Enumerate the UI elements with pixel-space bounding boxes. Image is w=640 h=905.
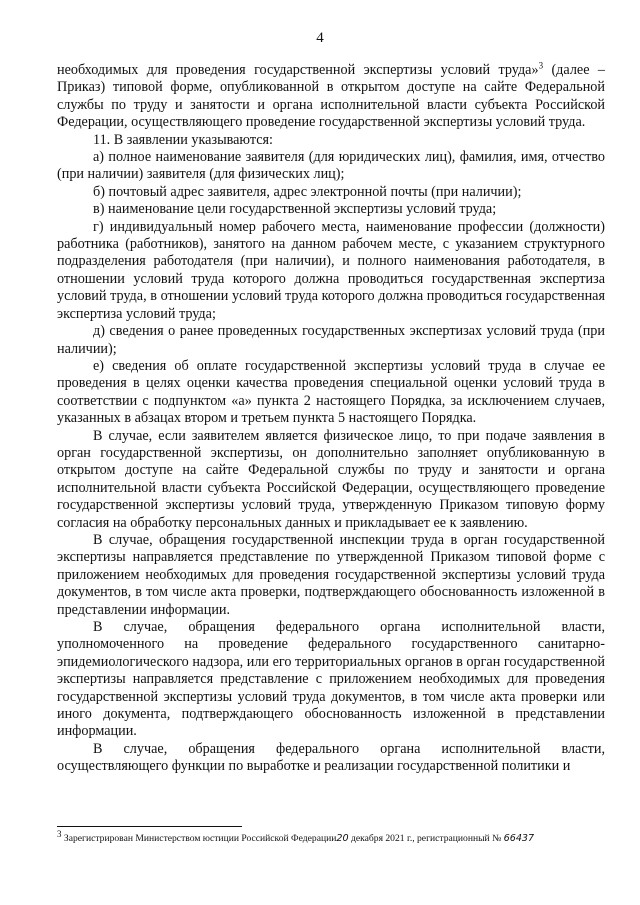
footnote-text-middle: декабря 2021 г., регистрационный № [348, 833, 504, 844]
paragraph-federal-body: В случае, обращения федерального органа исполнительной власти, осуществляющего функции по выработке и реализации государственной политики и [57, 740, 605, 775]
paragraph-item-v: в) наименование цели государственной экспертизы условий труда; [93, 201, 497, 218]
footnote-divider [57, 826, 242, 827]
paragraph-item-d: д) сведения о ранее проведенных государственных экспертизах условий труда (при наличии); [57, 323, 605, 357]
handwritten-number: 66437 [503, 833, 535, 844]
paragraph-item-e: е) сведения об оплате государственной экспертизы условий труда в случае ее проведения в целях оценки качества проведения специальной оценки условий труда в соответствии с подпунктом «а» пункта 2 настоящего Порядка, за исключением случаев, указанных в абзацах втором и третьем пункта 5 настоящего Порядка. [57, 357, 605, 427]
footnote-mark: 3 [57, 828, 62, 839]
footnote-text: Зарегистрирован Министерством юстиции Российской Федерации [61, 833, 337, 844]
page-number: 4 [316, 30, 324, 46]
handwritten-day: 20 [336, 833, 349, 844]
paragraph-inspection: В случае, обращения государственной инспекции труда в орган государственной экспертизы направляется представление по утвержденной Приказом типовой форме с приложением необходимых для проведения государственной экспертизы условий труда документов, в том числе акта проверки, подтверждающего обоснованность изложенной в представлении информации. [57, 531, 605, 618]
paragraph-text: (далее – Приказ) типовой форме, опубликованной в открытом доступе на сайте Федеральной службы по труду и занятости и органа исполнительной власти субъекта Российской Федерации, осуществляющего проведение государственной экспертизы условий труда. [57, 62, 605, 131]
paragraph-sanitary: В случае, обращения федерального органа исполнительной власти, уполномоченного на проведение федерального государственного санитарно-эпидемиологического надзора, или его территориальных органов в орган государственной экспертизы направляется представление с приложением необходимых для проведения государственной экспертизы условий труда документов, в том числе акта проверки или иного документа, подтверждающего обоснованность изложенной в представлении информации. [57, 619, 605, 740]
footnote [57, 828, 617, 845]
paragraph-text: необходимых для проведения государственной экспертизы условий труда» [57, 62, 539, 78]
paragraph-item-g: г) индивидуальный номер рабочего места, наименование профессии (должности) работника (работников), занятого на данном рабочем месте, с указанием структурного подразделения работодателя (при наличии), и полного наименования работодателя, в отношении условий труда которого должна проводиться государственная экспертиза условий труда, в отношении условий труда которого должна проводиться государственная экспертиза условий труда; [57, 218, 605, 322]
document-body [57, 62, 605, 776]
paragraph-item-11: 11. В заявлении указываются: [93, 131, 273, 148]
paragraph-individual: В случае, если заявителем является физическое лицо, то при подаче заявления в орган государственной экспертизы, он дополнительно заполняет опубликованную в открытом доступе на сайте Федеральной службы по труду и занятости и органа исполнительной власти субъекта Российской Федерации, осуществляющего проведение государственной экспертизы условий труда, утвержденную Приказом типовую форму согласия на обработку персональных данных и прикладывает ее к заявлению. [57, 427, 605, 531]
paragraph-continuation [57, 62, 605, 132]
paragraph-item-a: а) полное наименование заявителя (для юридических лиц), фамилия, имя, отчество (при наличии) заявителя (для физических лиц); [57, 149, 605, 183]
paragraph-item-b: б) почтовый адрес заявителя, адрес электронной почты (при наличии); [93, 183, 522, 200]
footnote-ref: 3 [538, 60, 544, 71]
